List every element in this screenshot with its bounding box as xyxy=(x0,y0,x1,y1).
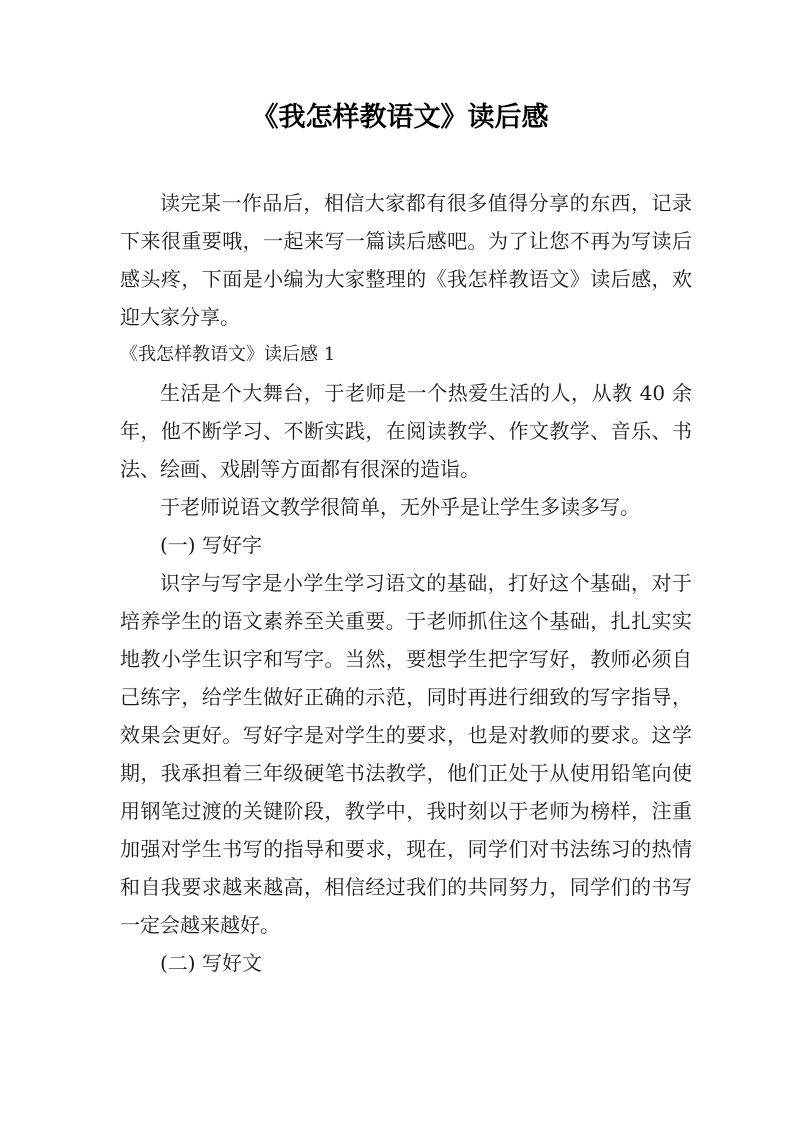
document-body xyxy=(120,184,692,982)
intro-paragraph: 读完某一作品后，相信大家都有很多值得分享的东西，记录下来很重要哦，一起来写一篇读后感吧。为了让您不再为写读后感头疼，下面是小编为大家整理的《我怎样教语文》读后感，欢迎大家分享。 xyxy=(120,191,692,329)
body-paragraph: 识字与写字是小学生学习语文的基础，打好这个基础，对于培养学生的语文素养至关重要。于老师抓住这个基础，扎扎实实地教小学生识字和写字。当然，要想学生把字写好，教师必须自己练字，给学生做好正确的示范，同时再进行细致的写字指导，效果会更好。写好字是对学生的要求，也是对教师的要求。这学期，我承担着三年级硬笔书法教学，他们正处于从使用铅笔向使用钢笔过渡的关键阶段，教学中，我时刻以于老师为榜样，注重加强对学生书写的指导和要求，现在，同学们对书法练习的热情和自我要求越来越高，相信经过我们的共同努力，同学们的书写一定会越来越好。 xyxy=(120,571,692,937)
body-paragraph: 生活是个大舞台，于老师是一个热爱生活的人，从教 40 余年，他不断学习、不断实践，在阅读教学、作文教学、音乐、书法、绘画、戏剧等方面都有很深的造诣。 xyxy=(120,381,692,481)
subsection-heading: (一) 写好字 xyxy=(160,533,262,557)
section-heading: 《我怎样教语文》读后感 1 xyxy=(120,344,336,365)
subsection-heading: (二) 写好文 xyxy=(160,951,262,975)
document-title: 《我怎样教语文》读后感 xyxy=(251,102,549,133)
body-paragraph: 于老师说语文教学很简单，无外乎是让学生多读多写。 xyxy=(160,495,640,519)
